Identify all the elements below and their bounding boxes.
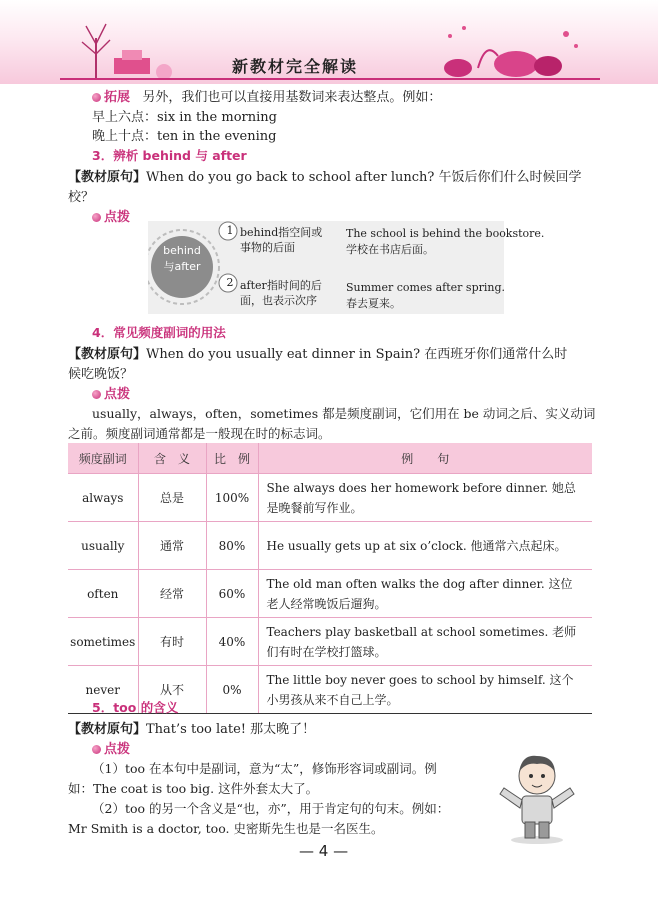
meaning-cell: 有时 — [138, 618, 206, 666]
table-row — [68, 618, 592, 666]
section-3-source-cont: 校？ — [68, 190, 95, 205]
meaning-cell: 从不 — [138, 666, 206, 714]
section-5-line-3: （2）too 的另一个含义是“也，亦”，用于肯定句的句末。例如： — [92, 801, 450, 816]
adverb-cell: sometimes — [68, 618, 138, 666]
table-header: 频度副词 — [68, 443, 138, 474]
bullet-icon — [92, 745, 101, 754]
example-cell: He usually gets up at six o’clock. 他通常六点起床。 — [258, 522, 592, 570]
header-decoration-right — [438, 20, 588, 80]
example-cell: The old man often walks the dog after dinner. 这位老人经常晚饭后遛狗。 — [258, 570, 592, 618]
section-5-line-2: 如：The coat is too big. 这件外套太大了。 — [68, 781, 319, 796]
table-header: 例 句 — [258, 443, 592, 474]
example-cell: Teachers play basketball at school sometimes. 老师们有时在学校打篮球。 — [258, 618, 592, 666]
source-text: When do you usually eat dinner in Spain? 在西班牙你们通常什么时 — [146, 347, 568, 362]
header-decoration-left — [68, 14, 188, 80]
section-5-source — [68, 718, 315, 737]
item-1-desc-line-1: behind指空间或 — [240, 226, 323, 239]
meaning-cell: 经常 — [138, 570, 206, 618]
page-number: — 4 — — [299, 842, 349, 860]
source-text: When do you go back to school after lunch? 午饭后你们什么时候回学 — [146, 170, 582, 185]
header-divider — [60, 78, 600, 80]
item-1-example-en: The school is behind the bookstore. — [346, 227, 545, 240]
extension-example-1: 早上六点：six in the morning — [92, 110, 277, 125]
tip-label: 点拨 — [104, 387, 131, 402]
bullet-icon — [92, 213, 101, 222]
tip-label: 点拨 — [104, 210, 131, 225]
diagram-item-2-desc — [240, 278, 322, 308]
adverb-cell: never — [68, 666, 138, 714]
section-5-tip — [92, 738, 130, 757]
ratio-cell: 100% — [206, 474, 258, 522]
tip-label: 点拨 — [104, 742, 131, 757]
item-1-desc-line-2: 事物的后面 — [240, 241, 295, 254]
section-4-heading: 4．常见频度副词的用法 — [92, 325, 226, 340]
section-4-source-cont: 候吃晚饭？ — [68, 367, 134, 382]
adverb-cell: always — [68, 474, 138, 522]
section-3-tip — [92, 206, 130, 225]
section-3-heading: 3．辨析 behind 与 after — [92, 148, 247, 163]
diagram-item-1-number: 1 — [226, 224, 234, 237]
adverb-cell: usually — [68, 522, 138, 570]
bullet-icon — [92, 93, 101, 102]
extension-example-2: 晚上十点：ten in the evening — [92, 129, 277, 144]
section-5-line-1: （1）too 在本句中是副词，意为“太”，修饰形容词或副词。例 — [92, 761, 437, 776]
source-label: 【教材原句】 — [68, 722, 147, 737]
source-label: 【教材原句】 — [68, 347, 147, 362]
item-2-desc-line-2: 面，也表示次序 — [240, 294, 317, 307]
header-title: 新教材完全解读 — [232, 57, 359, 76]
example-cell: She always does her homework before dinner. 她总是晚餐前写作业。 — [258, 474, 592, 522]
diagram-item-2-number: 2 — [226, 276, 234, 289]
diagram-item-2-example — [346, 280, 505, 312]
table-row — [68, 570, 592, 618]
ratio-cell: 80% — [206, 522, 258, 570]
section-4-tip — [92, 383, 130, 402]
table-row — [68, 474, 592, 522]
diagram-center-label — [152, 243, 212, 275]
diagram-item-1-example — [346, 226, 544, 258]
table-row — [68, 522, 592, 570]
item-2-example-en: Summer comes after spring. — [346, 281, 506, 294]
adverb-cell: often — [68, 570, 138, 618]
meaning-cell: 总是 — [138, 474, 206, 522]
ratio-cell: 0% — [206, 666, 258, 714]
extension-tag: 拓展 — [104, 90, 131, 105]
source-label: 【教材原句】 — [68, 170, 147, 185]
ratio-cell: 40% — [206, 618, 258, 666]
table-header: 比 例 — [206, 443, 258, 474]
source-text: That’s too late! 那太晚了！ — [146, 722, 316, 737]
table-header: 含 义 — [138, 443, 206, 474]
frequency-adverb-table — [68, 443, 592, 714]
extension-line — [92, 86, 441, 105]
section-4-para-2: 之前。频度副词通常都是一般现在时的标志词。 — [68, 426, 331, 441]
table-header-row — [68, 443, 592, 474]
item-2-desc-line-1: after指时间的后 — [240, 279, 322, 292]
ratio-cell: 60% — [206, 570, 258, 618]
section-4-para-1: usually，always，often，sometimes 都是频度副词，它们用在 be 动词之后、实义动词 — [92, 406, 596, 421]
meaning-cell: 通常 — [138, 522, 206, 570]
item-1-example-zh: 学校在书店后面。 — [346, 243, 434, 256]
center-label-line-1: behind — [163, 244, 201, 257]
section-5-line-4: Mr Smith is a doctor, too. 史密斯先生也是一名医生。 — [68, 821, 384, 836]
section-3-source — [68, 166, 581, 185]
item-2-example-zh: 春去夏来。 — [346, 297, 401, 310]
center-label-line-2: 与after — [163, 260, 201, 273]
extension-text: 另外，我们也可以直接用基数词来表达整点。例如： — [142, 90, 442, 105]
section-4-source — [68, 343, 567, 362]
diagram-item-1-desc — [240, 225, 322, 255]
section-5-heading: 5．too 的含义 — [92, 700, 179, 715]
example-cell: The little boy never goes to school by himself. 这个小男孩从来不自己上学。 — [258, 666, 592, 714]
cartoon-boy-illustration — [492, 748, 582, 844]
bullet-icon — [92, 390, 101, 399]
